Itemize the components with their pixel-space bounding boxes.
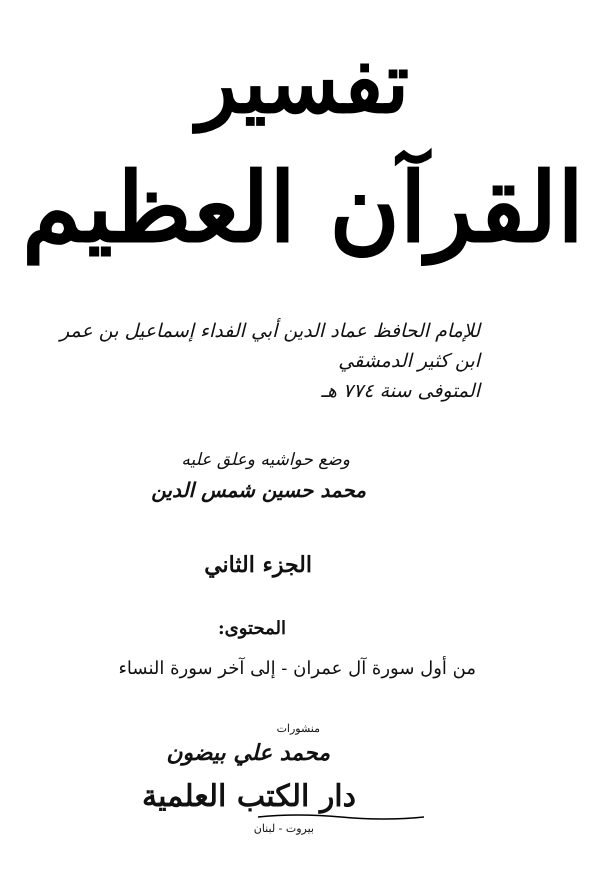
book-title-line1: تفسير <box>196 33 410 132</box>
publisher-house-logo: دار الكتب العلمية <box>142 779 356 814</box>
author-name-line2: ابن كثير الدمشقي <box>338 350 480 372</box>
contents-label: المحتوى: <box>218 618 286 639</box>
publisher-label: منشورات <box>276 722 320 735</box>
contents-range: من أول سورة آل عمران - إلى آخر سورة النساء <box>118 658 476 679</box>
book-title-line2: القرآن العظيم <box>22 151 584 264</box>
editor-name: محمد حسين شمس الدين <box>151 478 366 502</box>
publisher-city: بيروت - لبنان <box>253 822 314 835</box>
editor-credit-label: وضع حواشيه وعلق عليه <box>181 450 350 470</box>
volume-label: الجزء الثاني <box>204 552 312 578</box>
author-name-line1: للإمام الحافظ عماد الدين أبي الفداء إسماعيل بن عمر <box>59 320 480 342</box>
publisher-underline-ornament <box>256 812 426 822</box>
publisher-owner-name: محمد علي بيضون <box>166 740 330 766</box>
author-death-date: المتوفى سنة ٧٧٤ هـ <box>321 380 480 402</box>
